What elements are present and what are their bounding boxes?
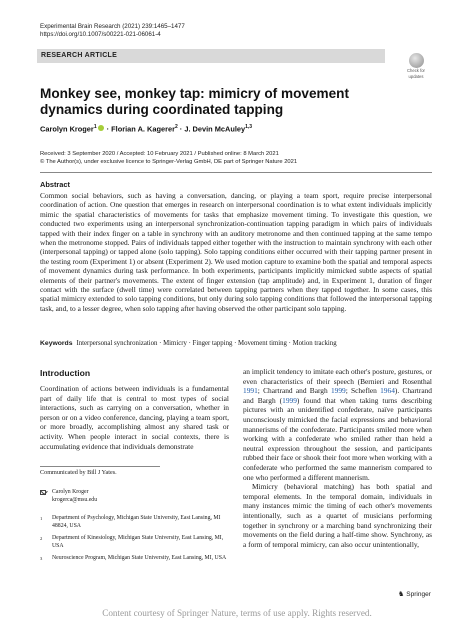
introduction-paragraph (243, 367, 432, 482)
check-for-updates-button[interactable] (401, 53, 431, 79)
keywords-label: Keywords (40, 340, 73, 347)
courtesy-watermark: Content courtesy of Springer Nature, terms of use apply. Rights reserved. (102, 608, 372, 618)
affiliation-text: Department of Psychology, Michigan State University, East Lansing, MI 48824, USA (52, 515, 221, 529)
article-type-badge: RESEARCH ARTICLE (37, 49, 385, 63)
check-updates-label-2: updates (408, 73, 424, 79)
citation-link[interactable]: 1991 (243, 386, 258, 396)
journal-reference (40, 23, 185, 39)
author-list: Carolyn Kroger$^1$ · Florian A. Kagerer$^2$ · J. Devin McAuley$^{1,3}$ (40, 124, 253, 134)
author-name[interactable]: Florian A. Kagerer (111, 124, 175, 134)
keywords (40, 340, 432, 347)
text-run: an implicit tendency to imitate each other's posture, gestures, or even characteristics of their speech (Bernieri and Rosenthal (243, 367, 432, 386)
author-name[interactable]: Carolyn Kroger (40, 124, 94, 134)
text-run: ). Chartrand and Bargh ( (243, 386, 432, 405)
affiliation-item (40, 535, 229, 550)
contact-block (40, 489, 229, 504)
publisher-logo (398, 590, 431, 598)
introduction-heading: Introduction (40, 368, 91, 378)
affiliation-text: Department of Kinesiology, Michigan State University, East Lansing, MI, USA (52, 535, 224, 549)
text-run: ; Chartrand and Bargh (257, 386, 331, 396)
orcid-icon[interactable] (98, 125, 104, 131)
communicated-by: Communicated by Bill J Yates. (40, 469, 117, 476)
abstract-text: Common social behaviors, such as having a conversation, dancing, or playing a team sport, require precise interpersonal coordination of action. One question that emerges in research on interpersonal coordination is to what extent individuals implicitly mimic the spatial characteristics of movements for tasks that emphasize movement timing. To investigate this question, we conducted two experiments using an interpersonal synchronization-continuation tapping paradigm in which pairs of individuals tapped with their index finger on a table in synchrony with an auditory metronome and then continued tapping at the same tempo when the metronome stopped. Pairs of individuals tapped either together with the instruction to maintain synchrony with each other (interpersonal tapping) or tapped alone (solo tapping). Solo tapping conditions either occurred with their tapping partner present in the testing room (Experiment 1) or absent (Experiment 2). We used motion capture to examine both the spatial and temporal aspects of movement dynamics during task performance. In both experiments, participants implicitly mimicked subtle aspects of spatial elements of their partner's movements. The extent of finger extension (tap amplitude) and, in Experiment 1, duration of finger contact with the surface (dwell time) were correlated between tapping partners when they tapped together. In some cases, this spatial mimicry extended to solo tapping conditions, but only during solo tapping conditions that followed the interpersonal tapping task, and, to a lesser degree, when solo tapping after having observed the other participant solo tapping. (40, 191, 432, 313)
copyright-line: © The Author(s), under exclusive licence to Springer-Verlag GmbH, DE part of Springer Nature 2021 (40, 159, 298, 165)
abstract-heading: Abstract (40, 180, 70, 189)
introduction-left-text: Coordination of actions between individuals is a fundamental part of daily life that is central to most types of social interactions, such as carrying on a conversation, whether in person or on a video conference, dancing, playing a team sport, or more broadly, accomplishing almost any shared task or activity. When people interact in social contexts, there is accumulating evidence that individuals demonstrate (40, 384, 229, 451)
text-run: ) found that when taking turns describing pictures with an unidentified confederate, naïve participants unconsciously mimicked the facial expressions and behavioral mannerisms of the confederate. Participants smiled more when working with a confederate who smiled rather than held a neutral expression throughout the session, and participants rubbed their face or shook their foot more when working with a confederate who performed the same mannerism compared to one who performed a different mannerism. (243, 395, 432, 482)
affiliation-item (40, 515, 229, 530)
text-run: ; Scheflen (345, 386, 381, 396)
check-updates-icon (409, 53, 424, 68)
contact-name: Carolyn Kroger (52, 489, 89, 495)
affiliation-mark: 1 (40, 516, 43, 521)
author-affiliation-mark: 1,3 (245, 124, 253, 130)
introduction-paragraph: Mimicry (behavioral matching) has both spatial and temporal elements. In the temporal domain, individuals in many instances mimic the timing of each other's movements intentionally, such as a quartet of musicians performing together in synchrony or a marching band synchronizing their movements on the field during a half-time show. Synchrony, as a form of temporal mimicry, can also occur unintentionally, (243, 482, 432, 549)
author-name[interactable]: J. Devin McAuley (184, 124, 246, 134)
author-affiliation-mark: 2 (174, 124, 178, 130)
citation-link[interactable]: 1999 (282, 395, 297, 405)
introduction-right-column (243, 367, 432, 549)
publisher-name: Springer (406, 591, 431, 598)
mail-icon (40, 490, 46, 495)
springer-horse-icon: ♞ (398, 591, 405, 598)
article-title: Monkey see, monkey tap: mimicry of movement dynamics during coordinated tapping (40, 86, 349, 117)
affiliation-mark: 3 (40, 556, 43, 561)
affiliation-text: Neuroscience Program, Michigan State University, East Lansing, MI, USA (52, 555, 227, 561)
author-affiliation-mark: 1 (93, 124, 97, 130)
publication-dates (40, 150, 297, 166)
affiliation-mark: 2 (40, 536, 43, 541)
divider (40, 172, 432, 173)
footnote-divider (40, 466, 160, 467)
citation-link[interactable]: 1964 (380, 386, 395, 396)
doi-link[interactable]: https://doi.org/10.1007/s00221-021-06061-4 (40, 31, 161, 38)
keywords-list: Interpersonal synchronization · Mimicry · Finger tapping · Movement timing · Motion tracking (76, 340, 337, 347)
journal-citation: Experimental Brain Research (2021) 239:1465–1477 (40, 23, 185, 30)
citation-link[interactable]: 1999 (330, 386, 346, 396)
contact-email[interactable]: krogerca@msu.edu (52, 496, 98, 503)
check-updates-label-1: Check for (407, 68, 425, 73)
affiliation-item (40, 555, 229, 563)
history-dates: Received: 3 September 2020 / Accepted: 10 February 2021 / Published online: 8 March 2021 (40, 151, 279, 157)
